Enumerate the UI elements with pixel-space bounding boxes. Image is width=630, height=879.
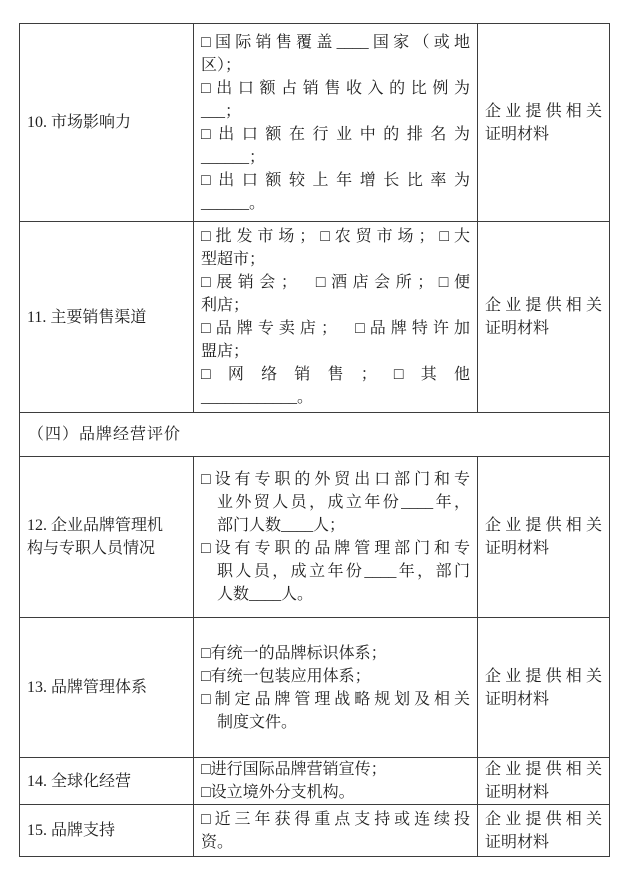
text-line: □国际销售覆盖____国家（或地 (201, 33, 470, 51)
text-line: 制度文件。 (217, 713, 298, 731)
text-line: 13. 品牌管理体系 (27, 679, 148, 696)
text-line: ____________。 (201, 389, 314, 406)
table-row-11-sales-channels (20, 222, 609, 413)
text-line: 区）； (201, 56, 242, 74)
text-line: 证明材料 (485, 690, 550, 708)
text-line: □进行国际品牌营销宣传； (201, 761, 387, 778)
cell-evidence-note (478, 457, 609, 617)
text-line: 业外贸人员，成立年份____年， (217, 494, 470, 511)
text-line: 证明材料 (485, 320, 550, 337)
text-line: 企业提供相关 (485, 517, 602, 534)
cell-evidence-note (478, 222, 609, 412)
text-line: 利店； (201, 297, 250, 314)
text-line: 企业提供相关 (485, 102, 602, 120)
text-line: □网络销售；□其他 (201, 366, 470, 383)
cell-indicator-label (20, 805, 194, 856)
text-line: 职人员，成立年份____年，部门 (217, 563, 470, 580)
text-line: 盟店； (201, 343, 250, 360)
text-line: ______。 (201, 194, 266, 212)
cell-criteria-checklist (194, 457, 478, 617)
table-row-10-market-influence (20, 24, 609, 222)
text-line: □展销会； □酒店会所；□便 (201, 274, 470, 291)
text-line: □有统一的品牌标识体系； (201, 644, 387, 662)
text-line: 11. 主要销售渠道 (27, 308, 147, 326)
text-line: 企业提供相关 (485, 810, 602, 828)
brand-evaluation-table (19, 23, 610, 857)
cell-criteria-checklist (194, 618, 478, 757)
text-line: 14. 全球化经营 (27, 772, 132, 790)
cell-indicator-label (20, 457, 194, 617)
text-line: 企业提供相关 (485, 667, 602, 685)
table-row-15-brand-support (20, 805, 609, 856)
text-line: 10. 市场影响力 (27, 114, 132, 131)
text-line: 证明材料 (485, 833, 550, 851)
section-title: （四）品牌经营评价 (28, 426, 182, 443)
text-line: 资。 (201, 833, 234, 851)
text-line: 构与专职人员情况 (27, 540, 156, 557)
text-line: □出口额在行业中的排名为 (201, 125, 470, 143)
cell-indicator-label (20, 222, 194, 412)
text-line: 企业提供相关 (485, 761, 602, 778)
text-line: 15. 品牌支持 (27, 822, 116, 839)
text-line: □制定品牌管理战略规划及相关 (201, 690, 470, 708)
text-line: 12. 企业品牌管理机 (27, 517, 164, 534)
text-line: 人数____人。 (217, 586, 314, 603)
text-line: 证明材料 (485, 540, 550, 557)
cell-indicator-label (20, 618, 194, 757)
table-row-14-global-operation (20, 758, 609, 805)
section-header-cell (20, 413, 609, 456)
table-row-13-brand-management-system (20, 618, 609, 758)
cell-indicator-label (20, 758, 194, 804)
text-line: □出口额较上年增长比率为 (201, 171, 470, 189)
text-line: □出口额占销售收入的比例为 (201, 79, 470, 97)
cell-indicator-label (20, 24, 194, 221)
section-header-row (20, 413, 609, 457)
text-line: □有统一包装应用体系； (201, 667, 371, 685)
text-line: □设有专职的外贸出口部门和专 (201, 471, 470, 488)
text-line: □批发市场；□农贸市场；□大 (201, 228, 470, 245)
cell-evidence-note (478, 618, 609, 757)
cell-criteria-checklist (194, 24, 478, 221)
cell-criteria-checklist (194, 805, 478, 856)
text-line: 部门人数____人； (217, 517, 346, 534)
cell-evidence-note (478, 805, 609, 856)
cell-evidence-note (478, 24, 609, 221)
cell-criteria-checklist (194, 222, 478, 412)
text-line: □品牌专卖店； □品牌特许加 (201, 320, 470, 337)
text-line: 证明材料 (485, 784, 550, 801)
cell-evidence-note (478, 758, 609, 804)
text-line: 型超市； (201, 251, 266, 268)
text-line: □设有专职的品牌管理部门和专 (201, 540, 470, 557)
text-line: 企业提供相关 (485, 297, 602, 314)
cell-criteria-checklist (194, 758, 478, 804)
table-row-12-brand-management-org (20, 457, 609, 618)
text-line: □设立境外分支机构。 (201, 784, 355, 801)
text-line: ______； (201, 148, 266, 166)
text-line: □近三年获得重点支持或连续投 (201, 810, 470, 828)
text-line: ___； (201, 102, 242, 120)
text-line: 证明材料 (485, 125, 550, 143)
